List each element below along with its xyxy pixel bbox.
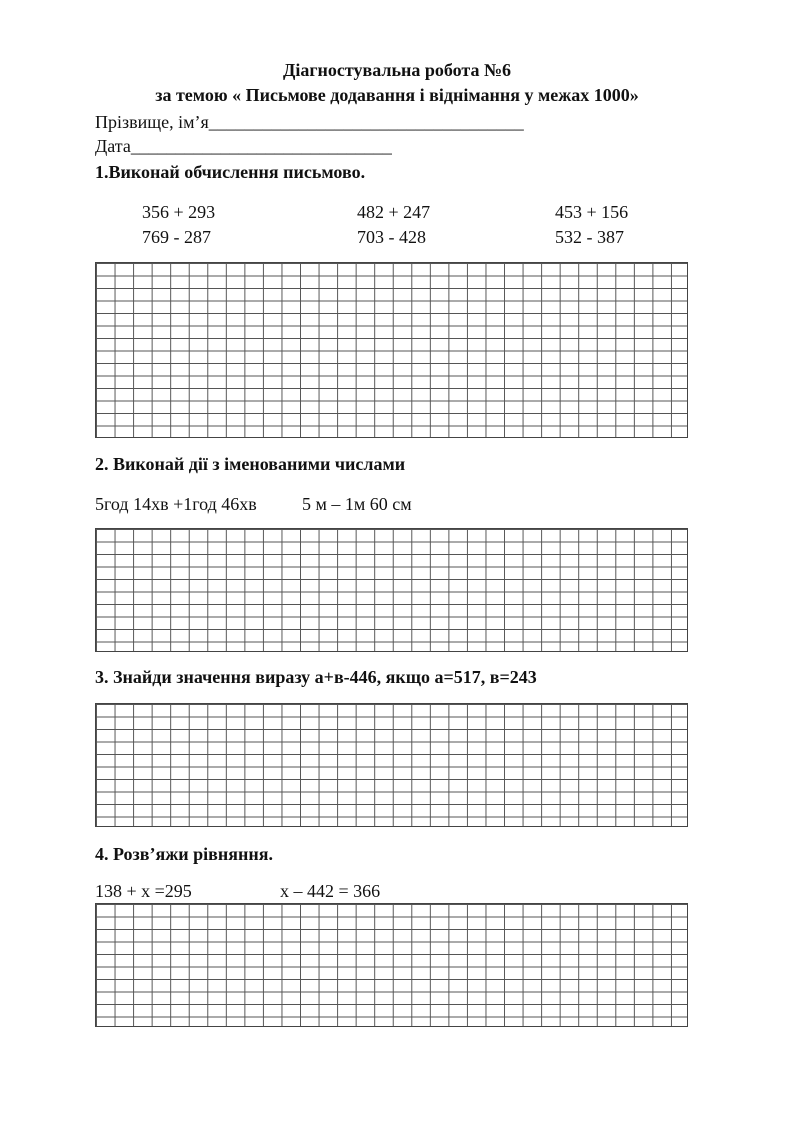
page-title: Діагностувальна робота №6 [282, 60, 512, 80]
page-subtitle: за темою « Письмове додавання і віднімання у межах 1000» [155, 85, 639, 105]
task1-heading: 1.Виконай обчислення письмово. [95, 162, 366, 182]
task1-answer-grid[interactable] [95, 262, 688, 438]
task4-equation: 138 + х =295 [95, 881, 192, 901]
task1-expression: 532 - 387 [555, 227, 624, 247]
task1-expression: 703 - 428 [357, 227, 426, 247]
date-field-line[interactable]: Дата_____________________________ [95, 136, 392, 156]
task3-heading: 3. Знайди значення виразу а+в-446, якщо а=517, в=243 [95, 667, 537, 687]
task2-expression: 5год 14хв +1год 46хв [95, 494, 257, 514]
task1-expression: 769 - 287 [142, 227, 211, 247]
task4-equation: х – 442 = 366 [280, 881, 381, 901]
task1-expression: 482 + 247 [357, 202, 431, 222]
task3-answer-grid[interactable] [95, 703, 688, 827]
task2-heading: 2. Виконай дії з іменованими числами [95, 454, 406, 474]
task1-expression: 453 + 156 [555, 202, 629, 222]
task4-heading: 4. Розв’яжи рівняння. [95, 844, 273, 864]
task4-answer-grid[interactable] [95, 903, 688, 1027]
task2-answer-grid[interactable] [95, 528, 688, 652]
name-field-line[interactable]: Прізвище, ім’я___________________________________ [95, 112, 524, 132]
task1-expression: 356 + 293 [142, 202, 216, 222]
task2-expression: 5 м – 1м 60 см [302, 494, 412, 514]
